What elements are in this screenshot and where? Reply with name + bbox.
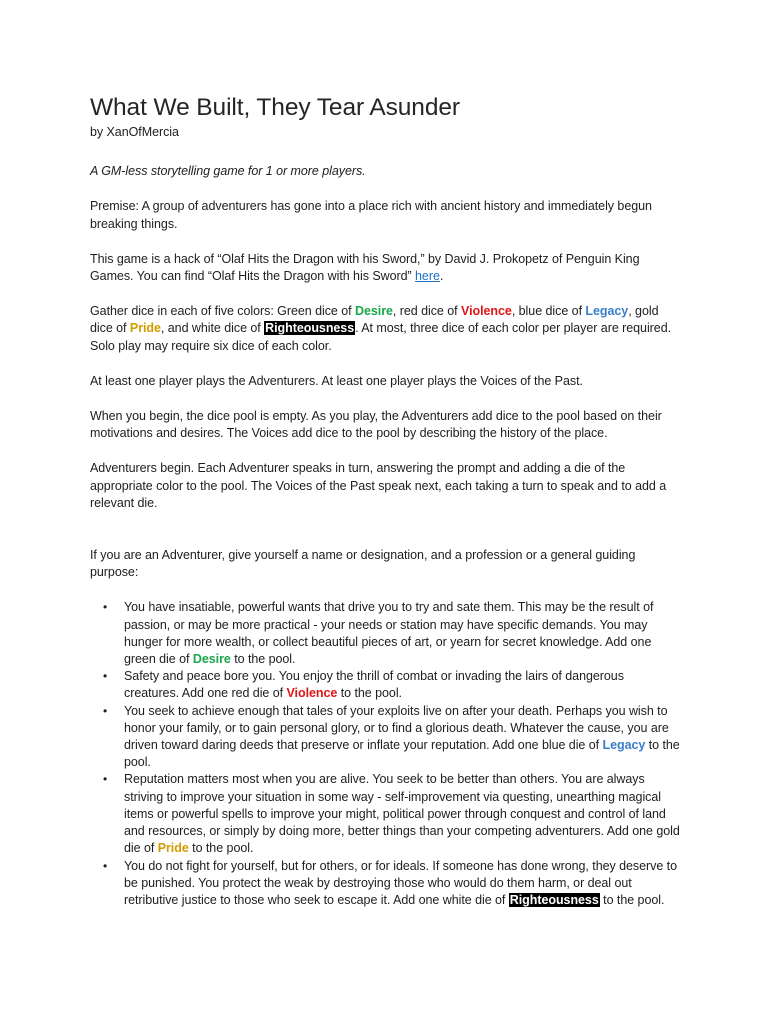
legacy-keyword: Legacy xyxy=(602,738,646,753)
premise-paragraph: Premise: A group of adventurers has gone into a place rich with ancient history and immediately begun breaking things. xyxy=(90,199,652,231)
hack-text: This game is a hack of “Olaf Hits the Dragon with his Sword,” by David J. Prokopetz of Penguin King Games. You can find “Olaf Hits the Dragon with his Sword” xyxy=(90,251,640,284)
list-item xyxy=(90,703,680,772)
document-subtitle: A GM-less storytelling game for 1 or more players. xyxy=(90,164,366,179)
players-paragraph: At least one player plays the Adventurers. At least one player plays the Voices of the Past. xyxy=(90,373,583,388)
violence-keyword: Violence xyxy=(286,686,338,701)
gather-text: , red dice of xyxy=(392,304,462,319)
bullet-glyph: • xyxy=(103,669,108,684)
violence-keyword: Violence xyxy=(461,304,512,319)
bullet-glyph: • xyxy=(103,772,108,787)
list-item-end: to the pool. xyxy=(599,892,665,907)
gather-text: , blue dice of xyxy=(511,304,586,319)
list-item-end: to the pool. xyxy=(188,841,254,856)
gather-dice-paragraph xyxy=(90,303,680,355)
list-item-text: You seek to achieve enough that tales of your exploits live on after your death. Perhaps you wish to honor your family, or to gain personal glory, or to find a glorious death. Whatever the cause, you are driven toward daring deeds that preserve or inflate your reputation. Add one blue die of xyxy=(124,703,669,753)
list-item xyxy=(90,858,680,910)
document-title: What We Built, They Tear Asunder xyxy=(90,94,460,121)
gather-text: , and white dice of xyxy=(160,321,265,336)
begin-paragraph: When you begin, the dice pool is empty. As you play, the Adventurers add dice to the pool based on their motivations and desires. The Voices add dice to the pool by describing the history of the place. xyxy=(90,409,662,441)
adventurers-begin-paragraph: Adventurers begin. Each Adventurer speaks in turn, answering the prompt and adding a die of the appropriate color to the pool. The Voices of the Past speak next, each taking a turn to speak and to add a relevant die. xyxy=(90,461,667,510)
author-byline: by XanOfMercia xyxy=(90,125,179,139)
adventurer-motivations-list xyxy=(90,599,680,909)
list-item-end: to the pool. xyxy=(337,686,402,701)
list-item-end: to the pool. xyxy=(124,738,680,770)
here-link[interactable]: here xyxy=(415,269,440,284)
list-item-text: Safety and peace bore you. You enjoy the thrill of combat or invading the lairs of dangerous creatures. Add one red die of xyxy=(124,669,624,701)
list-item xyxy=(90,668,680,702)
pride-keyword: Pride xyxy=(157,841,189,856)
document-body xyxy=(90,92,680,909)
bullet-glyph: • xyxy=(103,600,108,615)
list-item-text: Reputation matters most when you are alive. You seek to be better than others. You are always striving to improve your situation in some way - self-improvement via questing, unearthing magical items or powerful spells to improve your might, political power through conquest and control of land and resources, or simply by doing more, better things than your competing adventurers. Add one gold die of xyxy=(124,772,680,856)
desire-keyword: Desire xyxy=(355,304,393,319)
hack-text-end: . xyxy=(439,269,444,284)
list-item-text: You have insatiable, powerful wants that drive you to try and sate them. This may be the result of passion, or may be more practical - your needs or station may have specific demands. You may hunger for more wealth, or collect beautiful pieces of art, or yearn for secret knowledge. Add one green die of xyxy=(124,600,654,667)
legacy-keyword: Legacy xyxy=(585,304,629,319)
bullet-glyph: • xyxy=(103,858,108,873)
hack-paragraph xyxy=(90,251,680,285)
list-item-text: You do not fight for yourself, but for others, or for ideals. If someone has done wrong, they deserve to be punished. You protect the weak by destroying those who would do them harm, or deal out retributive justice to those who seek to escape it. Add one white die of xyxy=(124,858,677,907)
desire-keyword: Desire xyxy=(192,652,231,667)
list-item xyxy=(90,771,680,857)
gather-text: , gold dice of xyxy=(90,304,659,336)
if-adventurer-paragraph: If you are an Adventurer, give yourself a name or designation, and a profession or a general guiding purpose: xyxy=(90,548,636,580)
list-item xyxy=(90,599,680,668)
pride-keyword: Pride xyxy=(129,321,161,336)
righteousness-keyword: Righteousness xyxy=(265,321,355,336)
gather-text: . At most, three dice of each color per player are required. Solo play may require six dice of each color. xyxy=(90,321,672,353)
gather-text: Gather dice in each of five colors: Green dice of xyxy=(90,304,355,319)
bullet-glyph: • xyxy=(103,703,108,718)
righteousness-keyword: Righteousness xyxy=(509,892,599,907)
list-item-end: to the pool. xyxy=(230,652,296,667)
